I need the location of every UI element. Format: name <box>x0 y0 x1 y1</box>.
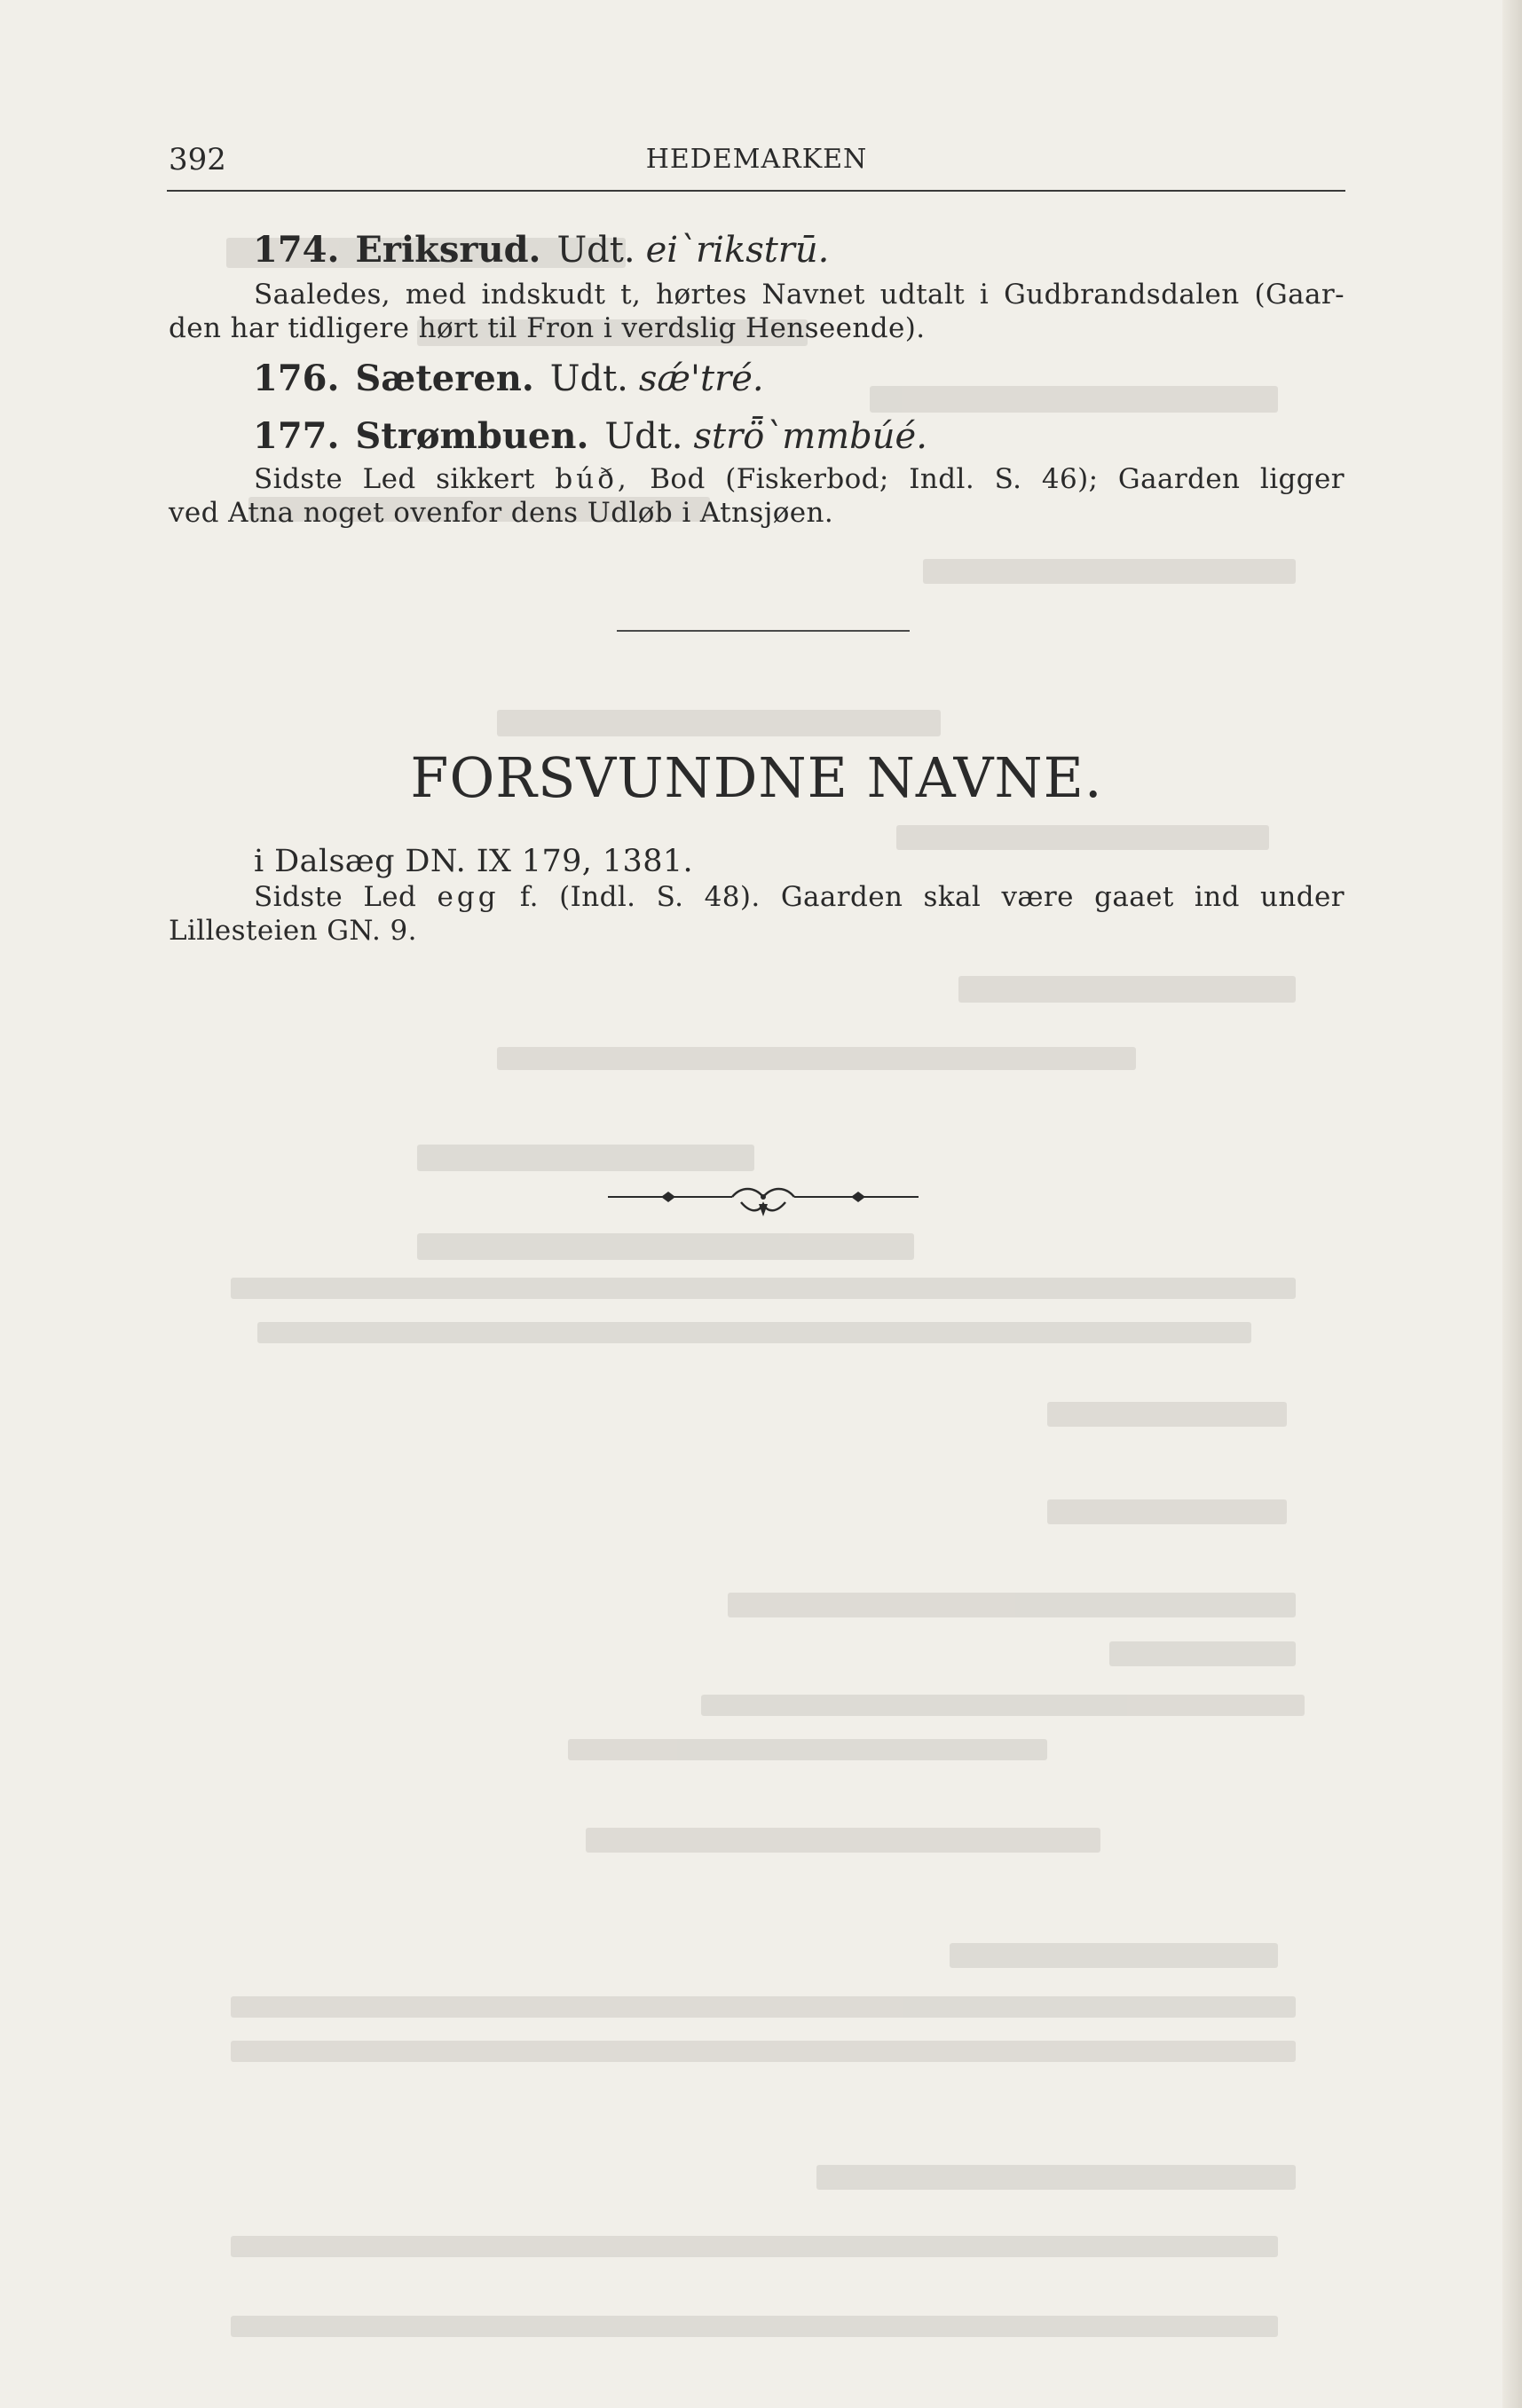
pronunciation: sǽ'tré. <box>638 358 764 399</box>
section-line-1: i Dalsæg DN. IX 179, 1381. <box>254 844 694 879</box>
entry-176-heading <box>253 358 764 399</box>
udt-label: Udt. <box>549 358 628 399</box>
text-line <box>169 462 1345 496</box>
entry-174-text <box>169 278 1345 345</box>
text-line: ved Atna noget ovenfor dens Udløb i Atnsjøen. <box>169 497 834 529</box>
page-number: 392 <box>169 142 226 177</box>
scan-edge-shadow <box>1502 0 1522 2408</box>
text-segment: Sidste Led sikkert <box>254 463 535 495</box>
pronunciation: strȫˋmmbúé. <box>693 416 927 457</box>
section-line-3: Lillesteien GN. 9. <box>169 915 417 947</box>
section-title: FORSVUNDNE NAVNE. <box>410 745 1103 810</box>
section-divider-rule <box>617 630 910 632</box>
text-segment: Bod (Fiskerbod; Indl. S. 46); Gaarden ligger <box>650 463 1345 495</box>
entry-name: Strømbuen. <box>355 415 589 457</box>
entry-177-text <box>169 462 1345 530</box>
entry-177-heading <box>253 415 927 457</box>
etymology-word: egg <box>437 881 500 913</box>
etymology-word: búð, <box>555 463 630 495</box>
page-header <box>169 142 1345 186</box>
entry-number: 174. <box>253 229 340 271</box>
entry-number: 176. <box>253 358 340 399</box>
running-head: HEDEMARKEN <box>645 144 868 175</box>
section-text <box>169 843 1345 948</box>
text-line: den har tidligere hørt til Fron i verdslig Henseende). <box>169 312 926 344</box>
ornament-divider-icon <box>608 1184 919 1220</box>
text-line: Saaledes, med indskudt t, hørtes Navnet udtalt i Gudbrandsdalen (Gaar- <box>254 279 1345 311</box>
entry-name: Sæteren. <box>355 358 534 399</box>
entry-number: 177. <box>253 415 340 457</box>
udt-label: Udt. <box>604 416 683 457</box>
entry-name: Eriksrud. <box>355 229 541 271</box>
udt-label: Udt. <box>556 230 635 271</box>
entry-174-heading <box>253 229 830 271</box>
text-segment: Sidste Led <box>254 881 417 913</box>
text-segment: f. (Indl. S. 48). Gaarden skal være gaaet ind under <box>519 881 1345 913</box>
pronunciation: eiˋrikstrū. <box>645 230 830 271</box>
header-rule <box>167 190 1345 192</box>
section-line-2 <box>169 880 1345 914</box>
